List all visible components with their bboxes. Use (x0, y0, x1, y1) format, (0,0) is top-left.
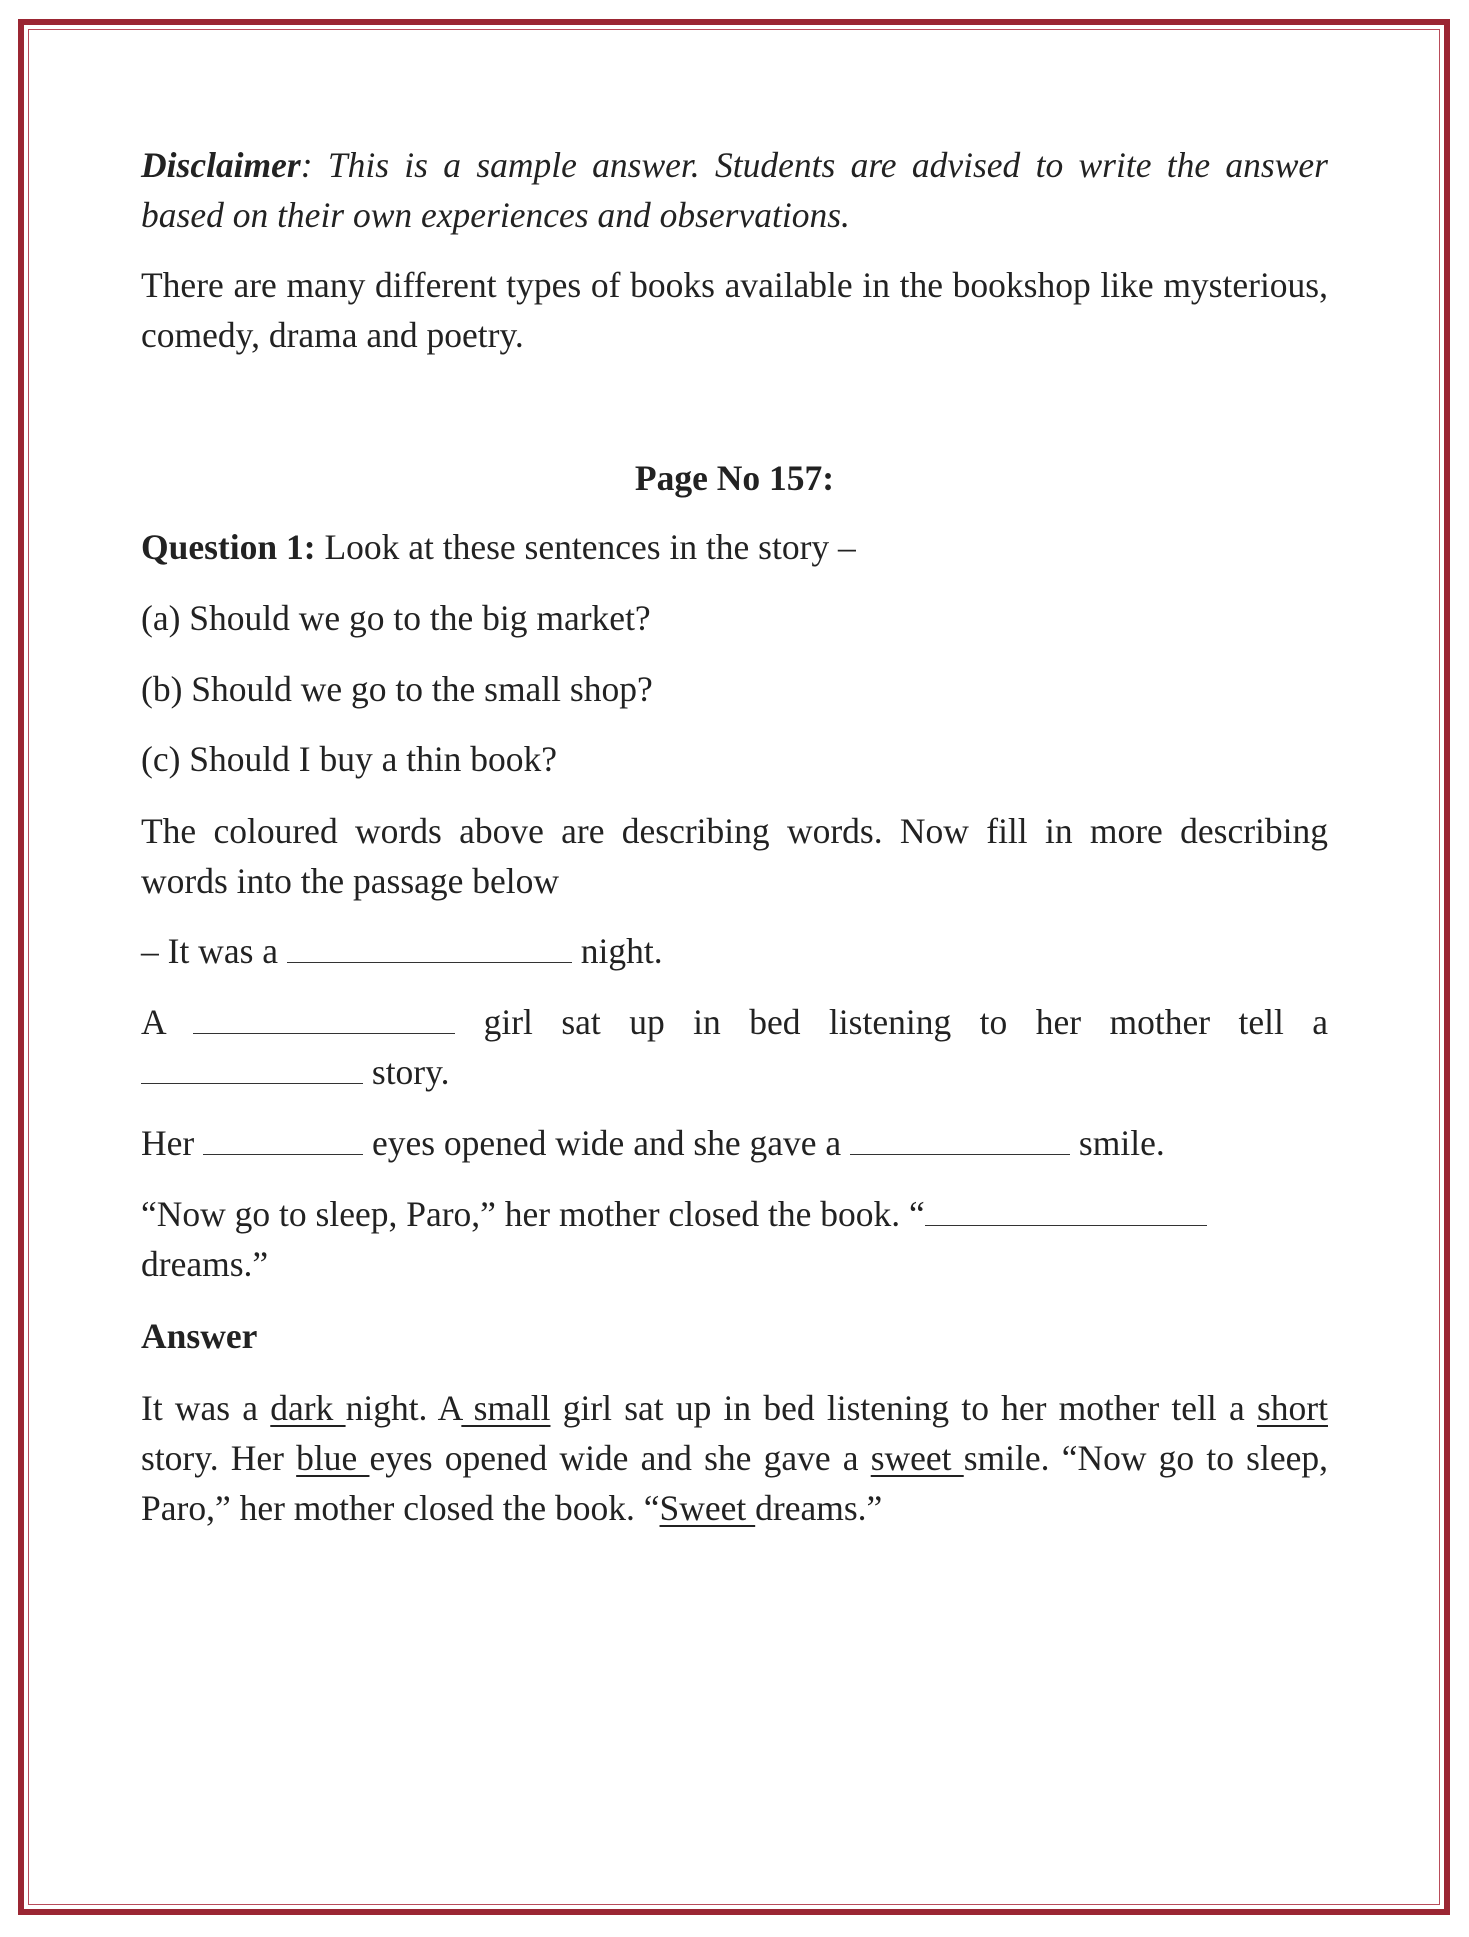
answer-heading (141, 1311, 1328, 1361)
text: A (141, 1002, 165, 1042)
question-title (141, 522, 1328, 572)
blank-field (850, 1120, 1070, 1155)
answer-heading-text: Answer (141, 1316, 258, 1356)
text: dreams.” (141, 1244, 269, 1284)
answer-word: short (1256, 1388, 1328, 1428)
blank-field (193, 999, 455, 1034)
text: smile. “Now go to sleep, Paro,” her mother closed the book. “ (141, 1438, 1328, 1528)
question-item-b: (b) Should we go to the small shop? (141, 669, 653, 709)
blank-field (203, 1120, 363, 1155)
answer-word: dark (270, 1388, 346, 1428)
disclaimer (141, 140, 1328, 240)
text: It was a (141, 1388, 271, 1428)
page-heading (141, 453, 1328, 503)
instruction: The coloured words above are describing words. Now fill in more describing words into the passage below (141, 811, 1328, 901)
text: “Now go to sleep, Paro,” her mother closed the book. “ (141, 1194, 925, 1234)
passage-line-1 (141, 926, 1328, 976)
passage-line-4 (141, 1189, 1328, 1289)
answer-word: small (461, 1388, 551, 1428)
text: night. A (345, 1388, 462, 1428)
text: night. (580, 931, 663, 971)
text: – It was a (141, 931, 279, 971)
passage-line-2 (141, 997, 1328, 1047)
text: girl sat up in bed listening to her mother tell a (550, 1388, 1257, 1428)
text: story. Her (141, 1438, 297, 1478)
text: story. (371, 1052, 450, 1092)
blank-field (141, 1049, 363, 1084)
text: Her (141, 1123, 195, 1163)
intro-paragraph: There are many different types of books available in the bookshop like mysterious, comedy, drama and poetry. (141, 265, 1328, 355)
question-text: Look at these sentences in the story – (315, 527, 856, 567)
text: smile. (1078, 1123, 1165, 1163)
text: eyes opened wide and she gave a (369, 1438, 871, 1478)
blank-field (925, 1191, 1207, 1226)
text: eyes opened wide and she gave a (371, 1123, 842, 1163)
answer-word: blue (296, 1438, 370, 1478)
text: girl sat up in bed listening to her mother tell a (483, 1002, 1329, 1042)
text: dreams.” (755, 1488, 883, 1528)
answer-paragraph (141, 1383, 1328, 1533)
disclaimer-text: : This is a sample answer. Students are advised to write the answer based on their own experiences and observations. (141, 145, 1328, 235)
page-heading-text: Page No 157: (634, 458, 835, 498)
passage-line-2b (141, 1047, 1328, 1097)
answer-word: sweet (870, 1438, 964, 1478)
question-item-a: (a) Should we go to the big market? (141, 598, 651, 638)
question-item-c: (c) Should I buy a thin book? (141, 739, 558, 779)
blank-field (287, 928, 572, 963)
answer-word: Sweet (659, 1488, 756, 1528)
disclaimer-label: Disclaimer (141, 145, 301, 185)
passage-line-3 (141, 1118, 1328, 1168)
question-label: Question 1: (141, 527, 316, 567)
